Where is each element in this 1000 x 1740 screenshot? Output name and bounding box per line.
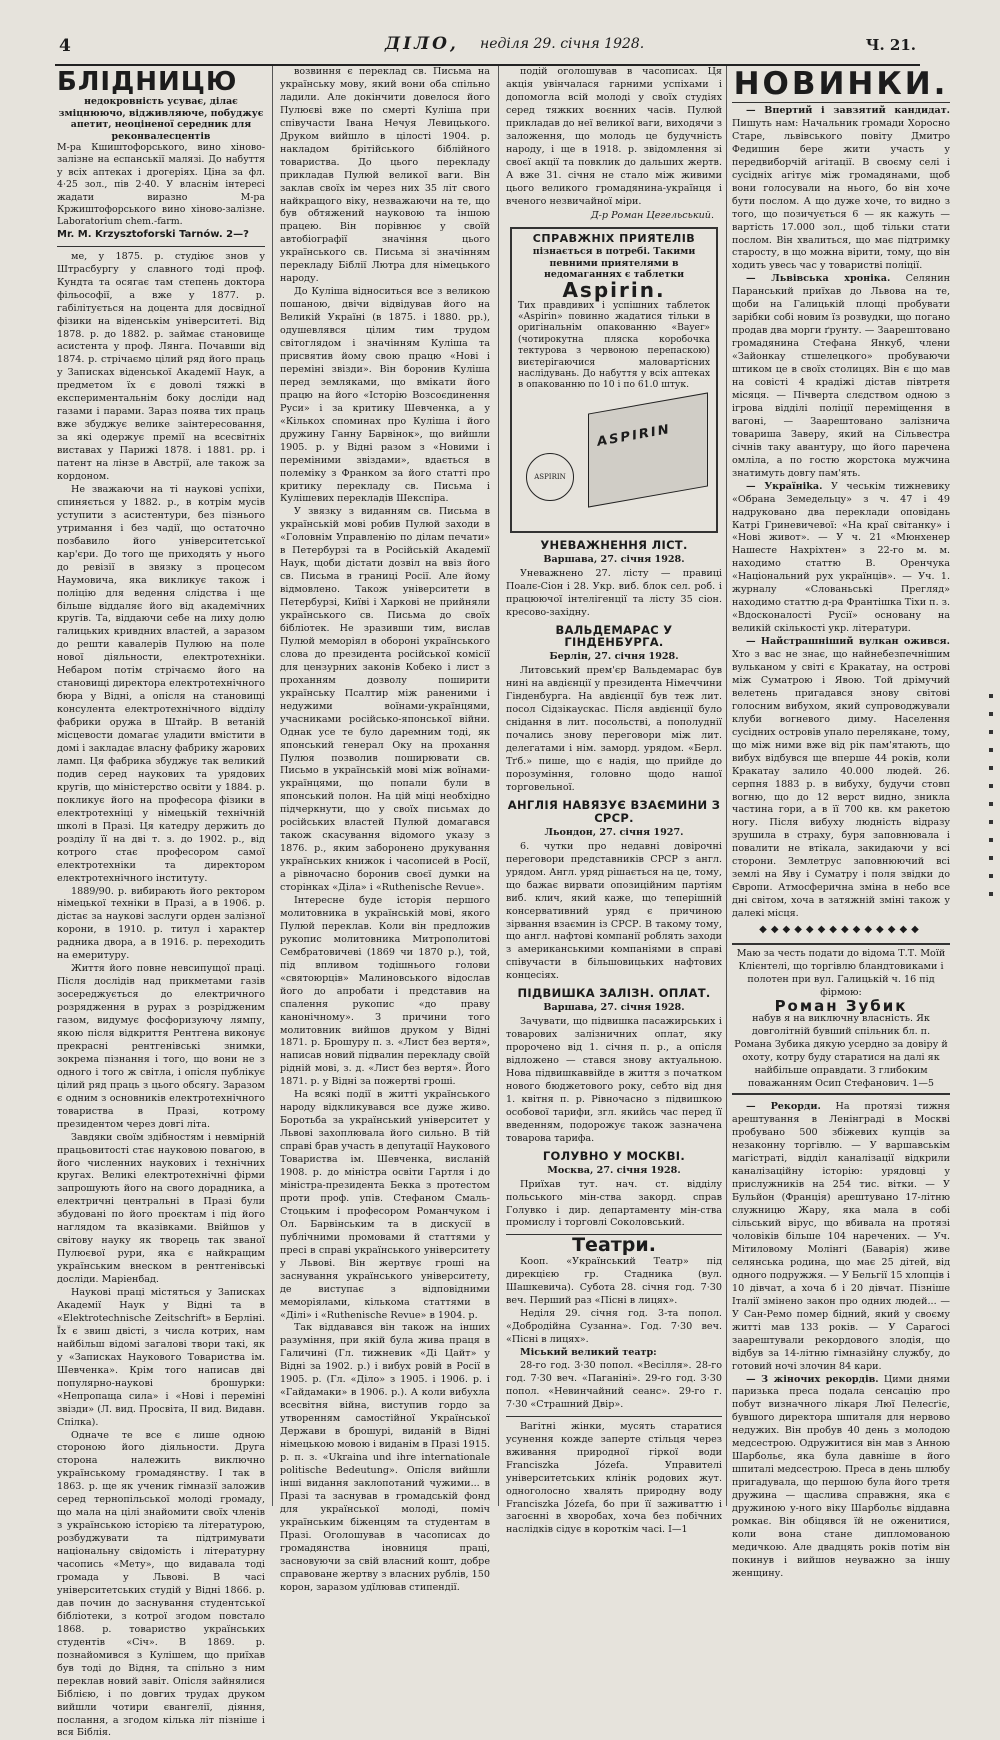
theatre-item: Міський великий театр:: [520, 1347, 657, 1359]
article-paragraph: На всякі події в житті українського народу відкликувався все дуже живо. Боротьба за український університет у Львові захоплювала його сильно. В тій справі брав участь в депутації Наукового Товариства ім. Шевченка, висланій 1908. р. до міністра освіти Гартля і до міністра-президента Бекка з протестом проти проф. упів. Стефаном Смаль-Стоцьким і професором Романчуком і Ол. Барвінським та в дискусії в публічними промовами й статтями у пресі в справі українського університету у Львові. Він жертвує гроші на заснування українського університету, де виступає з відповідними меморіялами, кількома статтями в «Ділі» і «Ruthenische Revue» в 1904. р.: [280, 1089, 490, 1321]
news-item-text: Цими днями паризька преса подала сенсацію про побут визначного лікаря Люї Пелесґіє, бувшого директора шпиталя для нервово недужих. Він пробув 40 день з молодою медсестрою. Одружитися він мав з Анною Шарбольє, яка була давніше в його шпиталі медсестрою. Преса в день шлюбу пригадувала, що першою була його третя дружина — щаслива справжня, яка є дружиною у-ного віку Шарбольє віддавна ромкає. Він обіцявся їй не оженитися, коли вона стане дипломованою медичкою. Але двадцять років потім він покинув і вийшов неуважно за іншу женщину.: [732, 1373, 950, 1579]
news-item-text: Хто з вас не знає, що найнебезпечнішим вульканом у світі є Кракатау, на острові між Суматрою і Явою. Той дрімучий велетень пригадався знову світові голосним вибухом, який супроводжували клуби вогневого диму. Населення сусідних островів упало перелякане, тому, що між ними вже від рік пам'ятають, що вибух відбувся ще вперше 44 років, коли Кракатау залило 40.000 людей. 26. серпня 1883 р. в вибуху, будучи стовп вогню, що до 12 верст видно, зникла частина гори, а в її 700 кв. км ракетою ногу. Після вибуху людність відразу зрушила в страху, буря заповнювала і повалити не втікала, закидаючи у всі сторони. Землетрус заповнюючий всі землі на Яву і Суматру і поля звідки до Європи. Атмосферична зміна в небо все дні світом, хоча в затяжній зміні також у далекі місця.: [732, 649, 950, 920]
article-paragraph: ме, у 1875. р. студіює знов у Штрасбургу у славного тоді проф. Кундта та осягає там степень доктора фільософії, а вже у 1877. р. габілітується на доцента для досвідної фізики на віденськім університеті. Від 1878. р. до 1882. р. займає становище асистента у проф. Лянга. Почавши від 1874. р. стрічаємо цілий ряд його праць у Записках віденської Академії Наук, а предметом їх є доволі тяжкі в експериментальнім боку досліди над газами і парами. Зараз поява тих праць вже збуджує велике заінтересовання, за які одержує премії на всесвітніх виставах у Парижі 1878. і 1881. рр. і патент на лінзе в Австрії, але також за кордоном.: [57, 250, 265, 482]
news-item-head: — Впертий і завзятий кандидат.: [746, 105, 950, 116]
news-dateline: Льондон, 27. січня 1927.: [544, 826, 684, 838]
news-item-text: На протязі тижня арештування в Ленінграді в Москві пробувано 500 збіжевих купців за незаконну торгівлю. — У варшавськім магістраті, відділ каналізації відкрили каналізаційну історію: урядовці у прислужників на 254 тис. вітки. — У Бульйон (Франція) арештувано 17-літню служницю Жару, яка мала в собі сільський вірус, що вбивала на протязі чоловіків більше 104 наречених. — Уч. Мітиловому Молінгі (Баварія) живе селянська родина, що має 25 дітей, від одного подружжя. — У Бельгії 15 хлопців і 10 дівчат, а хоча б і 20 дівчат. Пізніше Італії змінено закон про одних людей... — У Сан-Ремо помер бідний, який у своєму житті мав 133 років. — У Сарагосі заарештували рекордового злодія, що відбув за 14-літню гімназійну службу, до готовий ночі злочин 84 кари.: [732, 1101, 950, 1372]
ad-headline: БЛІДНИЦЮ: [57, 67, 238, 97]
news-item: [732, 636, 950, 921]
news-headline: АНГЛІЯ НАВЯЗУЄ ВЗАЄМИНИ З СРСР.: [507, 797, 721, 825]
column-4: [732, 66, 950, 1579]
news-item-text: У чеськім тижневику «Обрана Земедельцу» з ч. 47 і 49 надруковано два переклади оповідань Катрі Гриневичевої: «На краї світанку» і «Нові живот». — У ч. 21 «Мюнхенер Нашесте Нахріхтен» з 22-го м. м. находимо статтю В. Оренчука «Національний рух українців». — Уч. 1. журналу «Слованьські Прегляд» находимо статтю д-ра Франтішка Тіхи п. з. «Вдосконалості Русії» основану на великій скількості укр. літератури.: [732, 480, 950, 635]
article-paragraph: Завдяки своїм здібностям і невмірній працьовитості стає науковою повагою, в його численних наукових і технічних кругах. Великі електротехнічні фірми запрошують його на свого дорадника, а електричні центральні в Празі були збудовані по його проєктам і під його наглядом та вказівками. Ввійшов у світову науку як творець так званої Пулюєвої рури, яка є найкращим українським внеском в рентгенівські досліди. Маріенбад.: [57, 1131, 265, 1286]
shop-announcement-text: набув я на виключну власність. Як довголітній бувший спільник бл. п. Романа Зубика дякую усердно за довіру й охоту, котру буду старатися на далі як найбільше оправдати. З глибоким поважанням Осип Стефанович. 1—5: [734, 1012, 948, 1089]
news-headline: ВАЛЬДЕМАРАС У ГІНДЕНБУРГА.: [555, 622, 673, 650]
news-headline: ПІДВИШКА ЗАЛІЗН. ОПЛАТ.: [517, 986, 711, 1001]
news-text: Приїхав тут. нач. ст. відділу польського мін-ства закорд. справ Голувко і дир. департаменту мін-ства промислу і торговлі Соколовський.: [506, 1178, 722, 1229]
aspirin-box: [588, 392, 708, 507]
article-paragraph: Інтересне буде історія першого молитовника в українській мові, якого Пулюй переклав. Коли він предложив рукопис молитовника Митрополитові Сембратовичеві (1869 чи 1870 р.), той, під впливом тодішнього голови «святоюрців» Малиновського відослав його до апробати і представив на спалення рукопис «до праву канонічному». З причини того молитовник вийшов друком у Відні 1871. р. Брошуру п. з. «Лист без вертя», написав новий підвалин перекладу своїй рідній мові, з. д. «Лист без вертя». Його 1871. р. у Відні за пожертві гроші.: [280, 895, 490, 1088]
news-dateline: Москва, 27. січня 1928.: [547, 1164, 681, 1176]
article-paragraph: возвиння є переклад св. Письма на українську мову, який вони оба спільно ладили. Але докінчити довелося його Пулюєві вже по смерті Куліша при співучасти Івана Нечуя Левицького. Друком вийшло в цілості 1904. р. накладом брітійського біблійного товариства. До цього перекладу прикладав Пулюй великої ваги. Він заклав своїх ім через них 35 літ свого найкращого віку, незважаючи на те, що був обтяжений науковою та іншою працею. Він порівнює у своїй автобіографії значіння цього українського св. Письма зі значінням перекладу Біблії Лютра для німецького народу.: [280, 66, 490, 285]
bayer-stamp: ASPIRIN: [526, 453, 574, 501]
column-rule: [498, 66, 499, 1506]
aspirin-text: Тих правдивих і успішних таблеток «Aspirin» повинно жадатися тільки в оригінальнім опакованню «Bayer» (чотирокутна пляска коробочка тектурова з червоною перепаскою) виєтерігаючися маловартісних наслідувань. До набуття у всіх аптеках в опакованню по 10 і по 61.0 штук.: [518, 299, 710, 391]
ad-signature: Mr. M. Krzysztoforski Tarnów. 2—?: [57, 228, 249, 240]
masthead: ДІЛО,: [385, 34, 459, 54]
news-text: Зачувати, що підвишка пасажирських і товарових залізничних оплат, яку пророчено від 1. січня п. р., а опісля відложено — стався знову актуальною. Нова підвишкаввійде в життя з початком нового бюджетового року, себто від дня 1. квітня п. р. Рівночасно з підвишкою особової тарифи, згл. якийсь час перед її введенням, подорожує також зазначена товарова тарифа.: [506, 1016, 722, 1144]
news-item-text: Пишуть нам: Начальник громади Хоросно Старе, львівського повіту Дмитро Федишин бере жити участь у передвиборчій агітації. В своєму селі і сусідніх агітує між громадянами, щоб вони голосували на нього, бо він хоче бути послом. А що дуже хоче, то видно з того, що позичується 6 — як кажуть — вартість 17.000 зол., щоб тільки стати послом. Він хвалиться, що має підтримку старосту, в що можна вірити, тому, що він ходить увесь час у товаристві поліції.: [732, 117, 950, 272]
column-rule: [272, 66, 273, 1506]
news-text: Литовський прем'єр Вальдемарас був нині на авдієнції у президента Німеччини Гінденбурга. На авдієнції був теж лит. посол Сідзікаускас. Після авдієнції було снідання в лит. посольстві, а пополуднії почались знову переговори між лит. делегатами і нім. заморд. урядом. «Берл. Тґб.» пише, що є надія, що прийде до порозуміння, головно щодо нашої торговельної.: [506, 665, 722, 793]
news-item: [732, 105, 950, 273]
ad-lead: недокровність усуває, ділає зміцнюючо, відживляюче, побуджує апетит, неоціненої середник для реконвалесцентів: [58, 96, 264, 142]
article-paragraph: Так віддавався він також на інших разуміння, при якій була жива праця в Галичині (Гл. тижневик «Ді Цайт» у Відні за 1902. р.) і вибух ровій в Росії в 1905. р. (Гл. «Діло» з 1905. і 1906. р. і «Гайдамаки» в 1906. р.). А коли вибухла всесвітня війна, виступив гордо за утворенням самостійної Української Держави в брошурі, виданій в Відні німецькою мовою і виданім в Празі 1915. р. п. з. «Ukraina und ihre internationale politische Bedeutung». Опісля вийшли інші видання заклопотаний чужими... в Празі та заснував в громадській фонд для української молоді, поміч українським біженцям та студентам в Празі. Оголошував в часописах до громадянства іновниця праці, засновуючи за свій власний кошт, добре справоване жертву з власних рублів, 150 корон, заразом удїлював стипендії.: [280, 1322, 490, 1593]
page-number: 4: [59, 36, 71, 56]
aspirin-brand: Aspirin.: [562, 277, 666, 302]
news-item-text: Селянин Паранський приїхав до Львова на те, щоби на Галицькій площі пробувати зарібки собі новим їз розвудки, що погано продав два морги ґрунту. — Заарештовано громадянина Стефана Янкуб, члени «Зайонкау стшелецкого» пробуваючи штиком це в своїх столицях. Він є що мав на совісті 4 крадіжі дістав півтретя місяця. — Пічверта слєдством одною з ігрова відділі поліції переміщення в вагоні, — Заарештовано залізнича товариша Заверу, який на Сільвестра січнів таку авантуру, що його паречена омліла, а по гостю жорстока мужчина знатимуть довгу пам'ять.: [732, 273, 950, 479]
aspirin-box-illustration: [518, 395, 710, 523]
column-2: [280, 66, 490, 1593]
column-1: [57, 66, 265, 1739]
mineral-water-ad: Вагітні жінки, мусять старатися усунення кожде заперте стільця через вживання природної гіркої води Franciszka Józefa. Управителі університетських клінік родових жут. одноголосно хвалять природну воду Franciszka Józefa, бо при її заживаттю і загоєнні в хворобах, хоча без побічних наслідків сідує в короткім часі. I—1: [506, 1420, 722, 1536]
aspirin-subtitle: пізнається в потребі. Такими певними приятелями в недомаганнях є таблетки: [532, 246, 696, 281]
news-dateline: Варшава, 27. січня 1928.: [543, 553, 685, 565]
issue-number: Ч. 21.: [865, 36, 916, 54]
article-paragraph: 1889/90. р. вибирають його ректором німецької техніки в Празі, а в 1906. р. дістає за наукові заслуги орден залізної корони, в 1910. р. титул і характер радника двора, а в 1916. р. переходить на емеритуру.: [57, 885, 265, 962]
aspirin-box-label: ASPIRIN: [597, 421, 671, 450]
news-item-head: — Українika.: [746, 480, 823, 492]
news-item: [732, 481, 950, 636]
divider: [506, 1416, 722, 1417]
ad-body: М-ра Кшиштофорського, вино хіново-залізне на еспанськії малязі. До набуття у всіх аптеках і дрогеріях. Ціна за фл. 4·25 зол., пів 2·40. У власнім інтересі жадати виразно М-ра Кржиштофорського вино хіново-залізне. Laboratorium chem.-farm.: [57, 142, 265, 228]
article-paragraph: Не зважаючи на ті наукові успіхи, спиняється у 1882. р., в котрім мусів уступити з асистентури, без пізнього утримання і без чадії, що остаточно позбавило його університетської кар'єри. До того ще приходять у нього до ревізії в звязку з процесом Наумовича, яка викликує також і поліцію для ведення слідства і ще більше віддаляє його від академічних кругів. Та, віддаючи себе на лиху долю галицьких кривдних властей, а заразом до решти кавалерів Пулюю на поле нової діяльности, електротехніки. Небаром потім стрічаємо його на становищі директора електротехнічного бюра у Відні, а опісля на становищі консулента електротехнічного відділу фабрики оружа в Штайр. В ветаній місцевости домагає уладити вмістити в домі і закладає власну фабрику жарових ламп. Ця фабрика збуджує так великий подив серед наукових та урядових кругів, що міністерство освіти у 1884. р. покликує його на професора фізики в електротехніці у німецькій технічній школі в Празі. Ця катедру держить до розділу її на дві т. з. до 1902. р., від котрого стає професором самої електротехніки та директором електротехнічного інституту.: [57, 483, 265, 884]
shop-announcement-text: Маю за честь подати до відома Т.Т. Моїй Клієнтелі, що торгівлю бландтовиками і полотен при вул. Галицькій ч. 16 під фірмою:: [736, 948, 946, 998]
news-item-head: — Рекорди.: [746, 1101, 821, 1113]
news-item: [732, 273, 950, 480]
aspirin-title: СПРАВЖНІХ ПРИЯТЕЛІВ: [532, 232, 696, 246]
article-paragraph: До Куліша відноситься все з великою пошаною, двічи відвідував його на Великій Україні (в 1875. і 1880. рр.), одушевлявся цілим тим трудом світоглядом і значінням Куліша та присвятив йому свою працю «Нові і переміні звізди». Він боронив Куліша перед земляками, що вмікати його працю на його «Історію Возсоєдинення Руси» і за критику Шевченка, а у «Кількох споминах про Куліша і його дружину Ганну Барвінок», що вийшли 1905. р. у Відні разом з «Новими і переміними звіздами», вдається в полеміку з Франком за його статті про критику перекладу св. Письма і Кулішевих перекладів Шекспіра.: [280, 286, 490, 505]
news-item-head: — З жіночих рекордів.: [746, 1373, 879, 1385]
news-text: Уневажнено 27. лісту — правиці Поалє-Сіон і 28. Укр. виб. блок сел. роб. і працюючої інтелігенції та лісту 35 сіон. кресово-західну.: [506, 567, 722, 618]
column-3: [506, 66, 722, 1536]
binding-edge-marks: [986, 680, 996, 1100]
tonic-advertisement: [57, 66, 265, 247]
issue-date: неділя 29. січня 1928.: [480, 36, 645, 52]
news-item: [732, 1101, 950, 1373]
theatre-item: 28-го год. 3·30 попол. «Весілля». 28-го год. 7·30 веч. «Паганіні». 29-го год. 3·30 попол. «Невинчайний сеанс». 29-го г. 7·30 «Страшний Двір».: [506, 1360, 722, 1410]
theatre-item: Неділя 29. січня год. 3-та попол. «Добродійна Сузанна». Год. 7·30 веч. «Пісні в лицях».: [506, 1308, 722, 1346]
news-headline: ГОЛУВНО У МОСКВІ.: [542, 1148, 686, 1163]
news-headline: УНЕВАЖНЕННЯ ЛІСТ.: [540, 537, 688, 552]
column-rule: [726, 66, 727, 1506]
article-paragraph: Наукові праці містяться у Записках Академії Наук у Відні та в «Elektrotechnische Zeitschrift» в Берліні. Їх є звиш двісті, з числа котрих, нам найбільш відомі загалові твори такі, як у «Записках Наукового Товариства ім. Шевченка». Крім того написав дві популярно-наукові брошурки: «Непропаща сила» і «Нові і переміні звізди» (Л. вид. Просвіта, II вид. Видавн. Спілка).: [57, 1287, 265, 1428]
shop-name: Роман Зубик: [774, 996, 908, 1015]
article-paragraph: У звязку з виданням св. Письма в українській мові робив Пулюй заходи в «Головнім Управленію по ділам печати» в Петербурзі та в Російській Академії Наук, щоби дістати дозвіл на ввіз його св. Письма в границі Росії. Але йому відмовлено. Також університети в Петербурзі, Київі і Харкові не прийняли українського св. Письма до своїх бібліотек. Не зразивши тим, вислав Пулюй меморіял в обороні українського слова до президента російської комісії для цензурних законів Кобеко і лист з проханням дозволу поширити українську Псалтир між раненими і недужими воїнами-українцями, учасниками російсько-японської війни. Однак усе те було даремним тоді, як японський генерал Оку на прохання Пулюя позволив поширювати св. Письмо в українській мові між воїнами-українцями, що попали були в японський полон. На цій міці необхідно підчеркнути, що у своїх письмах до російських властей Пулюй домагався також скасування відомого указу з 1876. р., яким заборонено друкування українських книжок і часописей в Росії, а рівночасно боронив своєї думки на сторінках «Діла» і «Ruthenische Revue».: [280, 506, 490, 894]
ornament-divider: ◆◆◆◆◆◆◆◆◆◆◆◆◆◆: [759, 924, 923, 936]
news-section-title: НОВИНКИ.: [733, 66, 949, 102]
news-item-head: — Найстрашніший вулкан ожився.: [746, 636, 950, 648]
news-dateline: Варшава, 27. січня 1928.: [543, 1002, 685, 1014]
article-paragraph: Одначе те все є лише одною стороною його діяльности. Друга сторона належить виключно українському громадянству. І так в 1863. р. ще як ученик гімназії заложив серед тернопільської молоді громаду, що мала на цілі знайомити своїх членів з українською історією та літературою, розбуджувати та підтримувати національну свідомість і літературну часопись «Мету», що видавала тоді громада у Львові. В часі університетських студій у Відні 1866. р. дав почин до заснування студентської бібліотеки, з котрої згодом повстало 1868. р. товариство українських студентів «Січ». В 1869. р. познайомився з Кулішем, що приїхав був тоді до Відня, та спільно з ним переклав новий завіт. Опісля зайнялися Біблією, і по довгих трудах друком вийшли чотири євангелії, діяння, послання, а згодом кілька літ пізніше і вся Біблія.: [57, 1429, 265, 1739]
news-dateline: Берлін, 27. січня 1928.: [549, 651, 679, 663]
article-paragraph: Життя його повне невсипущої праці. Після дослідів над прикметами газів зосереджується до електричного розрядження в рурах з розрідженим газом, видумує фосфоризуючу лямпу, якою після відкриття Рентгена виконує прекрасні рентгенівські знимки, зокрема пізнання і того, що вони не з одного і того ж світла, і опісля публікує цілий ряд праць з цього обсягу. Заразом є одним з основників електротехнічного товариства в Празі, котрому президентом через довгі літа.: [57, 963, 265, 1130]
article-signature: Д-р Роман Цегельський.: [590, 210, 714, 222]
aspirin-advertisement: [510, 227, 718, 532]
news-item: [732, 1374, 950, 1581]
theatre-item: Кооп. «Український Театр» під дирекцією гр. Стадника (вул. Шашкевича). Субота 28. січня год. 7·30 веч. Перший раз «Пісні в лицях».: [506, 1256, 722, 1307]
page-header: [55, 30, 920, 66]
theatre-headline: Театри.: [572, 1234, 656, 1257]
shop-announcement: [732, 943, 950, 1095]
news-text: 6. чутки про недавні довірочні переговори представників СРСР з англ. урядом. Англ. уряд рішається на це, тому, що бажає вирвати опозиційним партіям виб. клич, який каже, що теперішній консервативний уряд є причиною зірвання взаємин із СРСР. В такому тому, що англ. нафтові компанії роблять заходи з американськими компаніями в справі співучасти в більшовицьких нафтових концесіях.: [506, 840, 722, 982]
news-item-head: — Львівська хроніка.: [746, 273, 891, 285]
article-paragraph: подій оголошував в часописах. Ця акція увінчалася гарними успіхами і допомогла всій молоді у своїх студіях серед тяжких воєнних часів. Пулюй прикладав до неї великої ваги, виходячи з заложення, що молодь це будучність народу, і ще в 1918. р. звідомлення зі своєї акції та повклик до дальших жертв. А вже 31. січня не стало між живими цього великого громадянина-українця і вченого незвичайної міри.: [506, 66, 722, 207]
